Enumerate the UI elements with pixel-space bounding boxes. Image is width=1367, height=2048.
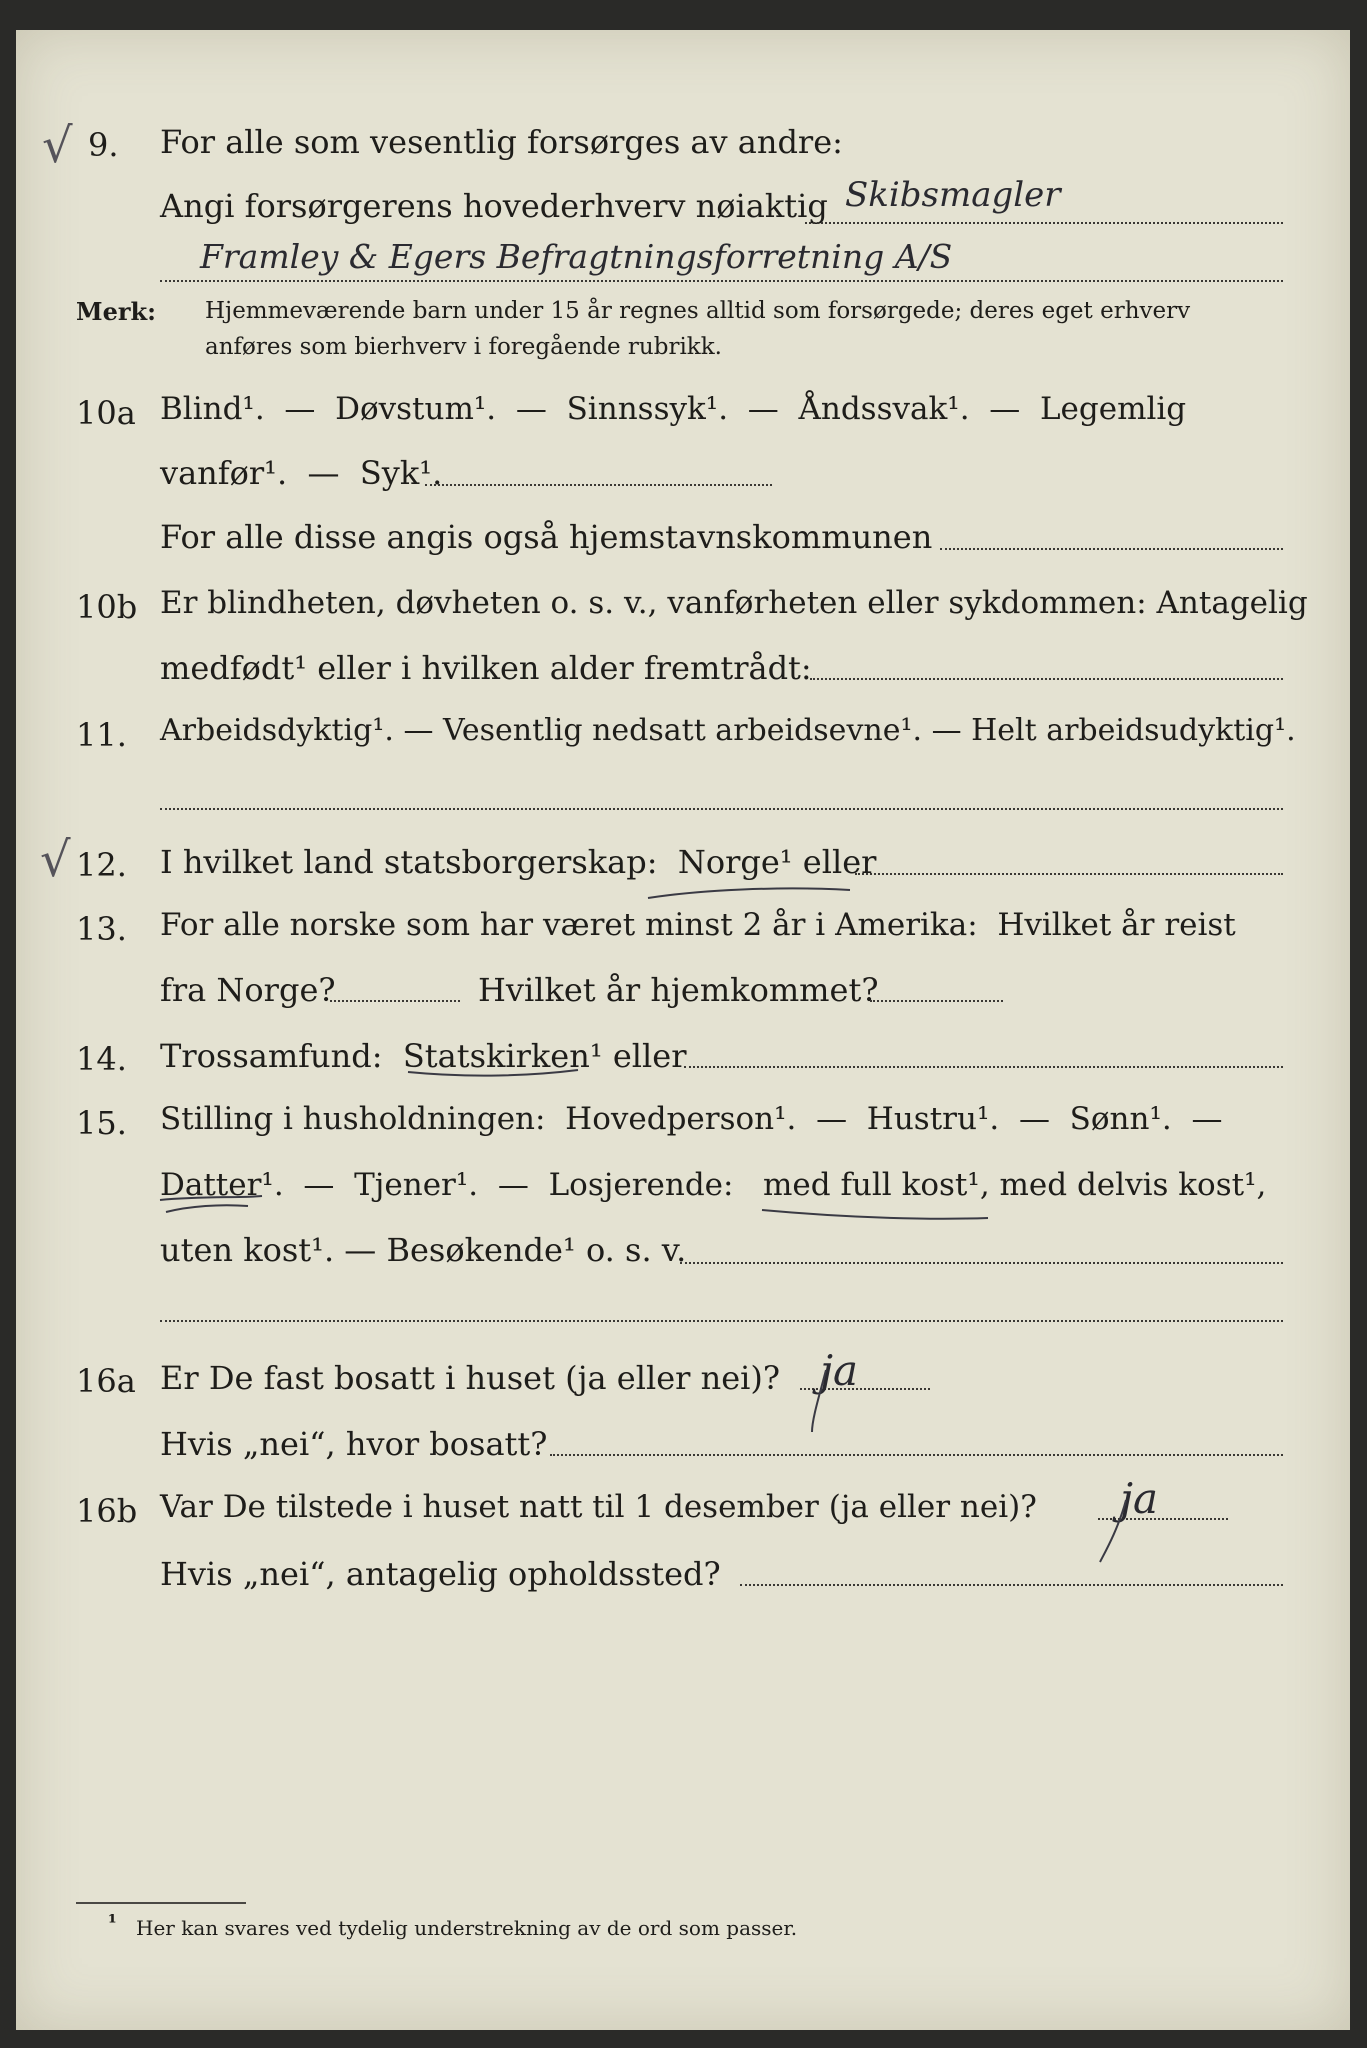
question-10a-text: For alle disse angis også hjemstavnskommunen <box>160 518 933 556</box>
question-9-text: For alle som vesentlig forsørges av andre: <box>160 123 843 161</box>
handwritten-employer: Framley & Egers Befragtningsforretning A/S <box>200 237 953 276</box>
question-number: 15. <box>76 1104 127 1142</box>
question-number: 12. <box>76 846 127 884</box>
question-13-text: Hvilket år hjemkommet? <box>478 971 879 1009</box>
question-13-text: fra Norge? <box>160 971 336 1009</box>
question-16a-text: Er De fast bosatt i huset (ja eller nei)? <box>160 1359 781 1397</box>
handwritten-occupation: Skibsmagler <box>845 175 1061 215</box>
question-number: 9. <box>88 126 119 164</box>
footnote-text: Her kan svares ved tydelig understrekning av de ord som passer. <box>136 1916 798 1940</box>
question-16a-text: Hvis „nei“, hvor bosatt? <box>160 1425 548 1463</box>
question-16b-text: Hvis „nei“, antagelig opholdssted? <box>160 1555 721 1593</box>
handwritten-answer: ja <box>820 1346 859 1395</box>
question-11-text: Arbeidsdyktig¹. — Vesentlig nedsatt arbeidsevne¹. — Helt arbeidsudyktig¹. <box>160 713 1296 748</box>
question-10a-text: Blind¹. — Døvstum¹. — Sinnssyk¹. — Åndssvak¹. — Legemlig <box>160 391 1187 427</box>
question-number: 13. <box>76 910 127 948</box>
note-text: anføres som bierhverv i foregående rubrikk. <box>205 334 722 360</box>
question-16b-text: Var De tilstede i huset natt til 1 desember (ja eller nei)? <box>160 1489 1037 1525</box>
question-number: 10b <box>76 588 138 626</box>
question-number: 16a <box>76 1362 136 1400</box>
check-mark-icon: √ <box>42 118 73 174</box>
question-15-text: uten kost¹. — Besøkende¹ o. s. v. <box>160 1231 687 1269</box>
question-13-text: For alle norske som har været minst 2 år i Amerika: Hvilket år reist <box>160 907 1236 943</box>
note-label: Merk: <box>76 297 156 326</box>
question-9-prompt: Angi forsørgerens hovederhverv nøiaktig <box>160 187 828 225</box>
question-number: 11. <box>76 716 127 754</box>
question-10b-text: Er blindheten, døvheten o. s. v., vanførheten eller sykdommen: Antagelig <box>160 585 1308 621</box>
footnote-mark: ¹ <box>108 1910 117 1934</box>
question-12-text: I hvilket land statsborgerskap: Norge¹ eller <box>160 843 877 881</box>
question-number: 14. <box>76 1040 127 1078</box>
question-number: 10a <box>76 394 136 432</box>
handwritten-answer: ja <box>1120 1474 1159 1523</box>
question-10a-text: vanfør¹. — Syk¹. <box>160 454 443 492</box>
question-number: 16b <box>76 1492 138 1530</box>
question-15-text: Datter¹. — Tjener¹. — Losjerende: med full kost¹, med delvis kost¹, <box>160 1167 1267 1203</box>
question-10b-text: medfødt¹ eller i hvilken alder fremtrådt: <box>160 649 812 687</box>
check-mark-icon: √ <box>40 832 71 888</box>
question-15-text: Stilling i husholdningen: Hovedperson¹. — Hustru¹. — Sønn¹. — <box>160 1101 1223 1137</box>
question-14-text: Trossamfund: Statskirken¹ eller <box>160 1037 687 1075</box>
note-text: Hjemmeværende barn under 15 år regnes alltid som forsørgede; deres eget erhverv <box>205 298 1191 324</box>
